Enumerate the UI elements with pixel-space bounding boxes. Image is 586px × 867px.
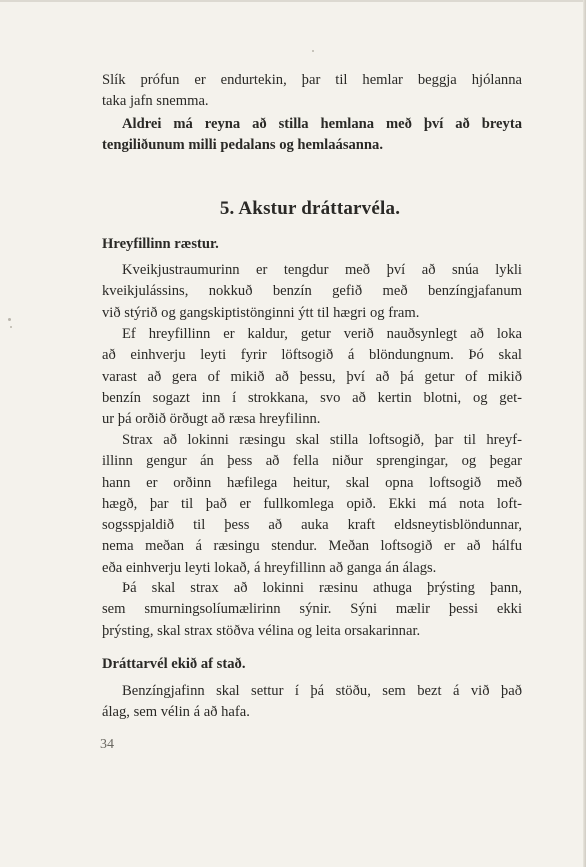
section-title: 5. Akstur dráttarvéla. — [219, 198, 401, 219]
start-paragraph-1 — [102, 260, 522, 324]
text-line: nema meðan á ræsingu stendur. Meðan loftsogið er að hálfu — [102, 538, 522, 555]
start-paragraph-3 — [102, 430, 522, 579]
subheading-start: Hreyfillinn ræstur. — [102, 236, 219, 252]
text-line: sem smurningsolíumælirinn sýnir. Sýni mælir þessi ekki — [102, 601, 522, 618]
text-line: Strax að lokinni ræsingu skal stilla loftsogið, þar til hreyf- — [122, 432, 522, 448]
text-line: sogsspjaldið til þess að auka kraft eldsneytisblöndunnar, — [102, 517, 522, 534]
text-line: að einhverju leyti fyrir löftsogið á blöndungnum. Þó skal — [102, 347, 522, 364]
paper-speck — [10, 326, 12, 328]
text-line: þrýsting, skal strax stöðva vélina og leita orsakarinnar. — [102, 622, 421, 639]
text-line: benzín sogazt inn í strokkana, svo að kertin blotni, og get- — [102, 389, 522, 406]
page-top-edge — [0, 0, 586, 2]
text-line: eða einhverju leyti lokað, á hreyfillinn að ganga án álags. — [102, 559, 437, 576]
start-paragraph-4 — [102, 578, 522, 642]
text-line: Slík prófun er endurtekin, þar til hemlar beggja hjólanna — [102, 72, 522, 88]
text-line: Þá skal strax að lokinni ræsinu athuga þrýsting þann, — [122, 580, 522, 596]
text-line: álag, sem vélin á að hafa. — [102, 704, 250, 721]
intro-paragraph — [102, 70, 522, 113]
text-line: Ef hreyfillinn er kaldur, getur verið nauðsynlegt að loka — [122, 326, 522, 342]
text-line: taka jafn snemma. — [102, 93, 209, 110]
text-line: Kveikjustraumurinn er tengdur með því að snúa lykli — [122, 262, 522, 278]
subheading-drive: Dráttarvél ekið af stað. — [102, 656, 246, 672]
text-line: hann er orðinn hæfilega heitur, skal opna loftsogið með — [102, 474, 522, 491]
text-line: Benzíngjafinn skal settur í þá stöðu, sem bezt á við það — [122, 683, 522, 699]
text-line: tengiliðunum milli pedalans og hemlaásanna. — [102, 137, 383, 154]
text-line: illinn gengur án þess að fella niður sprengingar, og þegar — [102, 453, 522, 470]
start-paragraph-2 — [102, 324, 522, 430]
drive-paragraph-1 — [102, 681, 522, 724]
text-line: ur þá orðið örðugt að ræsa hreyfilinn. — [102, 411, 321, 428]
text-line: Aldrei má reyna að stilla hemlana með því að breyta — [122, 116, 522, 132]
text-line: við stýrið og gangskiptistönginni ýtt til hægri og fram. — [102, 304, 420, 321]
paper-speck — [8, 318, 11, 321]
paper-speck — [312, 50, 314, 52]
text-line: kveikjulássins, nokkuð benzín gefið með benzíngjafanum — [102, 283, 522, 300]
text-line: hægð, þar til það er fullkomlega opið. Ekki má nota loft- — [102, 495, 522, 512]
warning-paragraph — [102, 114, 522, 157]
text-line: varast að gera of mikið að þessu, því að þá getur of mikið — [102, 368, 522, 385]
page-number: 34 — [100, 737, 114, 752]
